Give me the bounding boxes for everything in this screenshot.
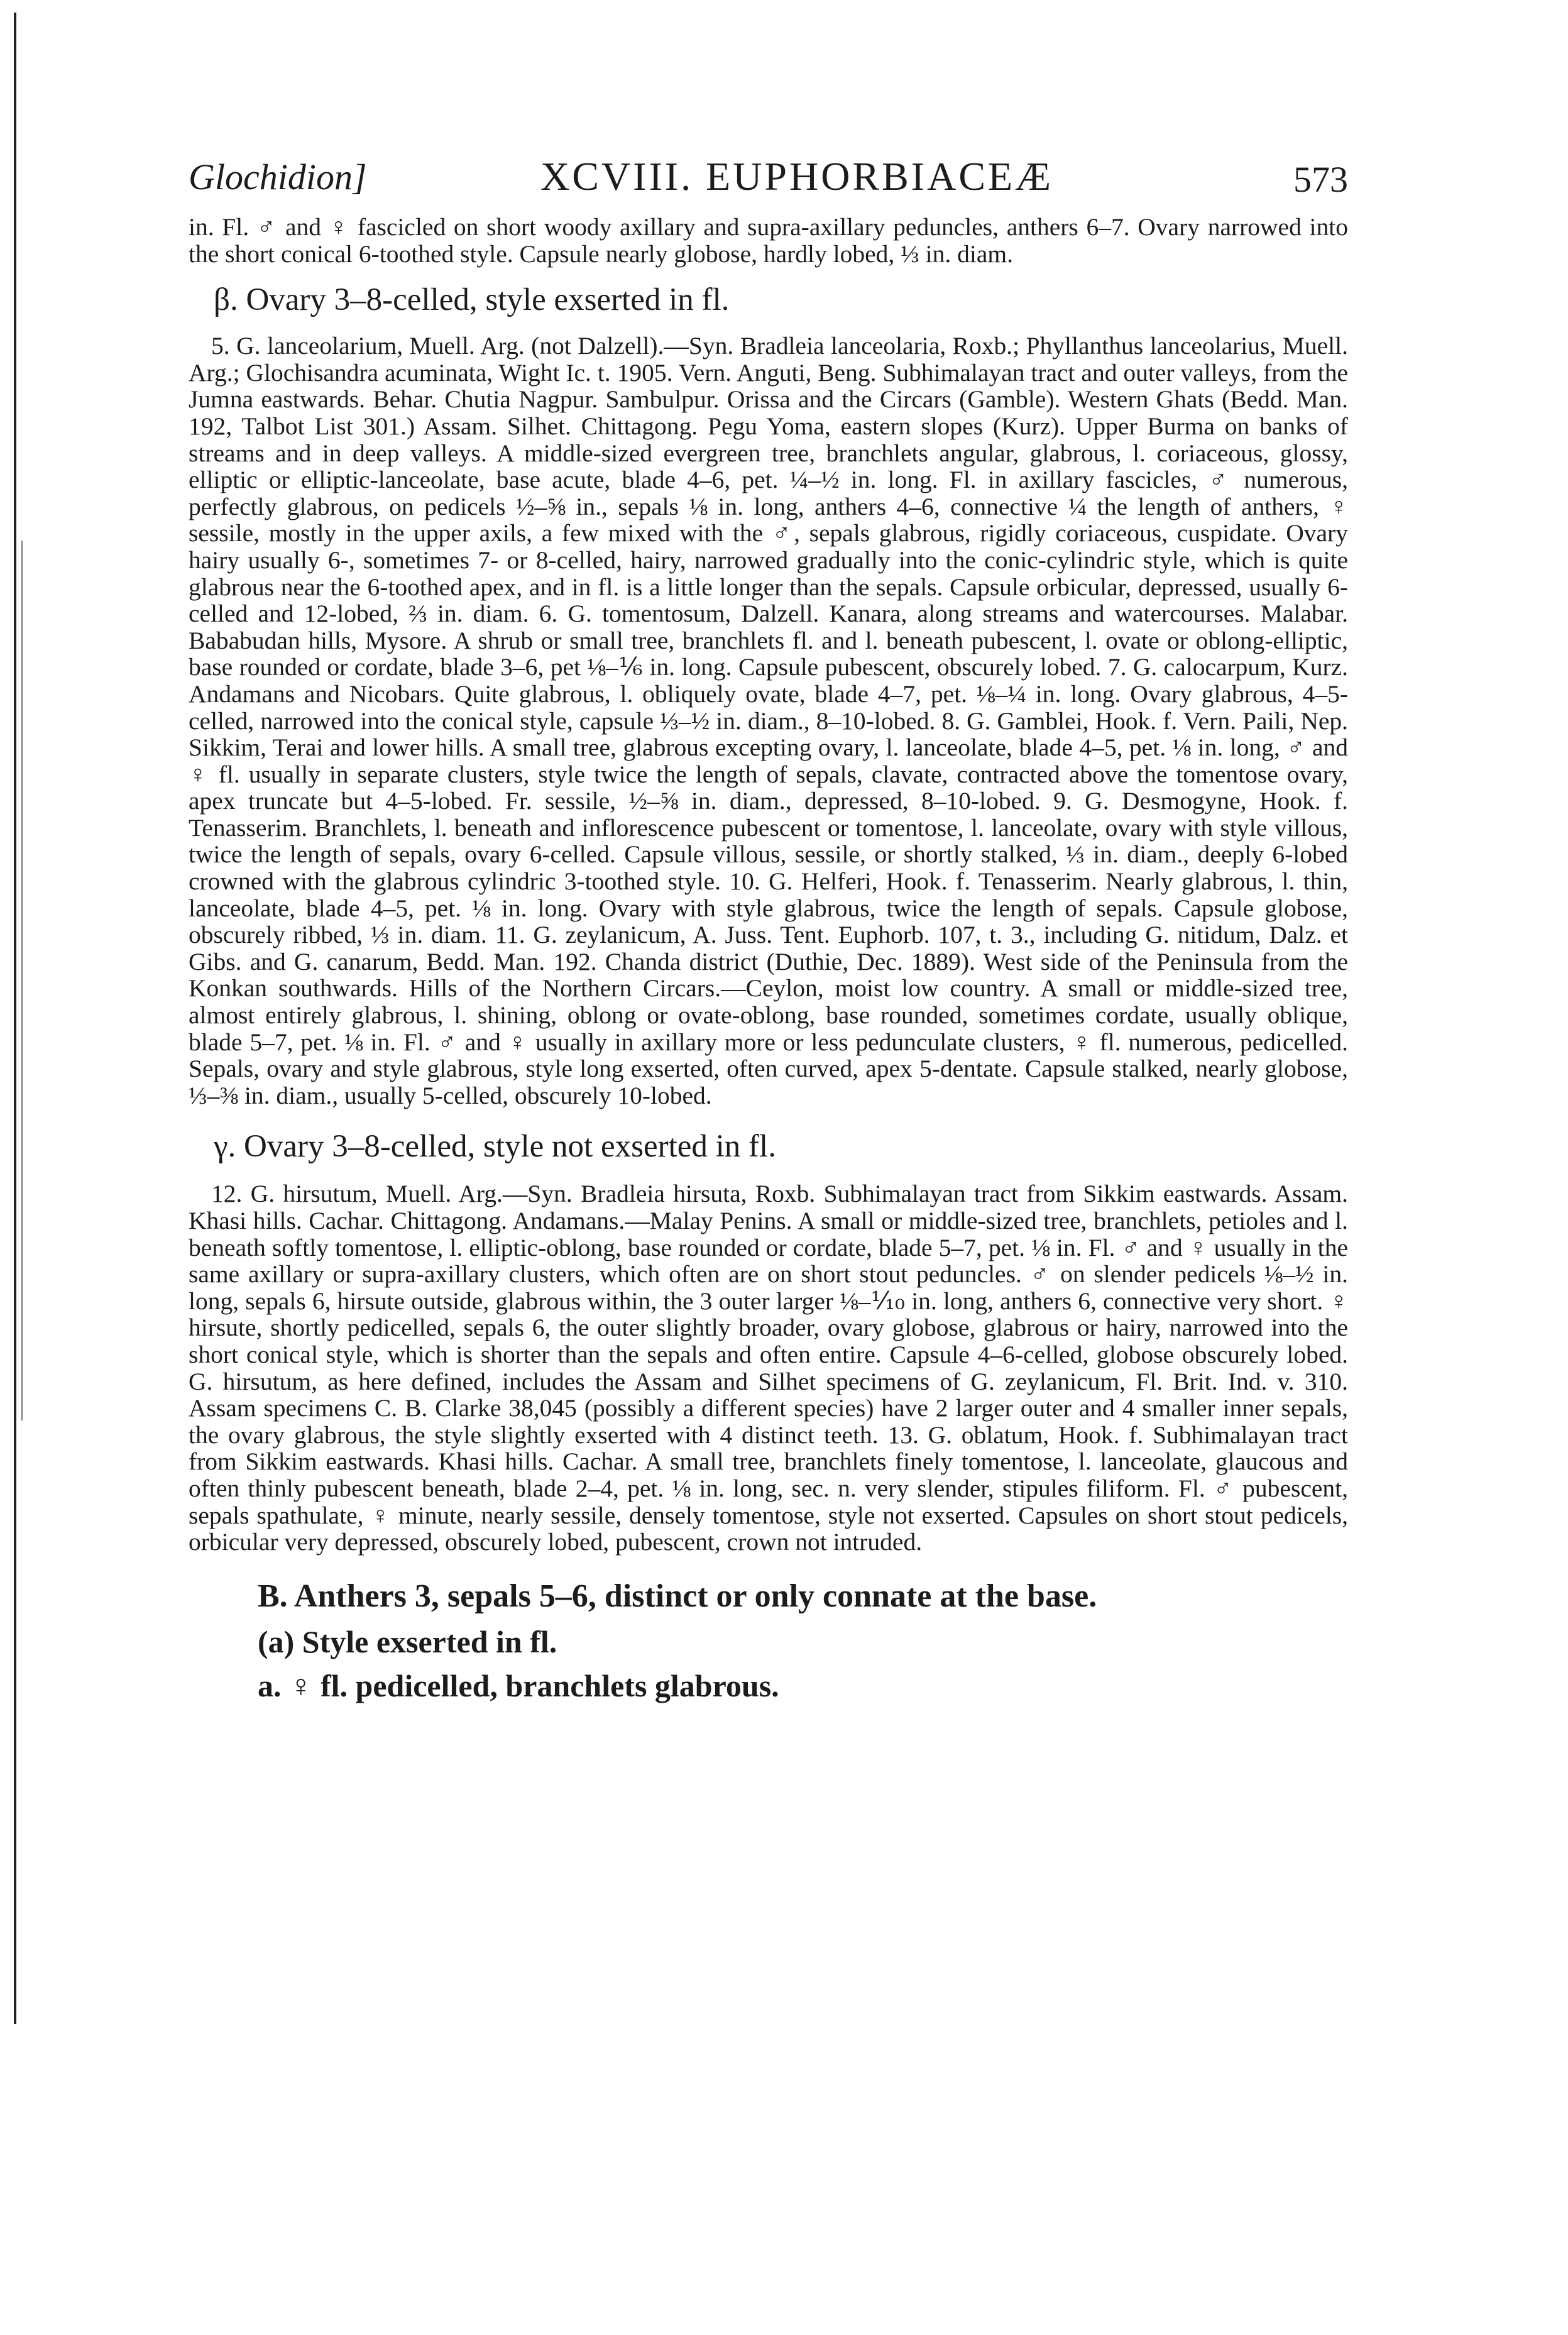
intro-paragraph: in. Fl. ♂ and ♀ fascicled on short woody axillary and supra-axillary peduncles, anthers 6–7. Ovary narrowed into the short conical 6-toothed style. Capsule nearly globose, hardly lobed, ⅓ in. diam. [189, 213, 1348, 268]
section-heading-a-paren: (a) Style exserted in fl. [258, 1624, 557, 1659]
species-12-13-paragraph: 12. G. hirsutum, Muell. Arg.—Syn. Bradleia hirsuta, Roxb. Subhimalayan tract from Sikkim eastwards. Assam. Khasi hills. Cachar. Chittagong. Andamans.—Malay Penins. A small or middle-sized tree, branchlets, petioles and l. beneath softly tomentose, l. elliptic-oblong, base rounded or cordate, blade 5–7, pet. ⅛ in. Fl. ♂ and ♀ usually in the same axillary or supra-axillary clusters, which often are on short stout peduncles. ♂ on slender pedicels ⅛–½ in. long, sepals 6, hirsute outside, glabrous within, the 3 outer larger ⅛–⅒ in. long, anthers 6, connective very short. ♀ hirsute, shortly pedicelled, sepals 6, the outer slightly broader, ovary globose, glabrous or hairy, narrowed into the short conical style, which is shorter than the sepals and often entire. Capsule 4–6-celled, globose obscurely lobed. G. hirsutum, as here defined, includes the Assam and Silhet specimens of G. zeylanicum, Fl. Brit. Ind. v. 310. Assam specimens C. B. Clarke 38,045 (possibly a different species) have 2 larger outer and 4 smaller inner sepals, the ovary glabrous, the style slightly exserted with 4 distinct teeth. 13. G. oblatum, Hook. f. Subhimalayan tract from Sikkim eastwards. Khasi hills. Cachar. A small tree, branchlets finely tomentose, l. lanceolate, glaucous and often thinly pubescent beneath, blade 2–4, pet. ⅛ in. long, sec. n. very slender, stipules filiform. Fl. ♂ pubescent, sepals spathulate, ♀ minute, nearly sessile, densely tomentose, style not exserted. Capsules on short stout pedicels, orbicular very depressed, obscurely lobed, pubescent, crown not intruded. [189, 1180, 1348, 1556]
page-number: 573 [1293, 159, 1348, 200]
section-heading-alpha: a. ♀ fl. pedicelled, branchlets glabrous. [258, 1667, 779, 1703]
page-header [189, 150, 1348, 200]
section-heading-gamma: γ. Ovary 3–8-celled, style not exserted in fl. [214, 1129, 776, 1165]
species-5-to-11-paragraph: 5. G. lanceolarium, Muell. Arg. (not Dalzell).—Syn. Bradleia lanceolaria, Roxb.; Phyllanthus lanceolarius, Muell. Arg.; Glochisandra acuminata, Wight Ic. t. 1905. Vern. Anguti, Beng. Subhimalayan tract and outer valleys, from the Jumna eastwards. Behar. Chutia Nagpur. Sambulpur. Orissa and the Circars (Gamble). Western Ghats (Bedd. Man. 192, Talbot List 301.) Assam. Silhet. Chittagong. Pegu Yoma, eastern slopes (Kurz). Upper Burma on banks of streams and in deep valleys. A middle-sized evergreen tree, branchlets angular, glabrous, l. coriaceous, glossy, elliptic or elliptic-lanceolate, base acute, blade 4–6, pet. ¼–½ in. long. Fl. in axillary fascicles, ♂ numerous, perfectly glabrous, on pedicels ½–⅝ in., sepals ⅛ in. long, anthers 4–6, connective ¼ the length of anthers, ♀ sessile, mostly in the upper axils, a few mixed with the ♂, sepals glabrous, rigidly coriaceous, cuspidate. Ovary hairy usually 6-, sometimes 7- or 8-celled, hairy, narrowed gradually into the conic-cylindric style, which is quite glabrous near the 6-toothed apex, and in fl. is a little longer than the sepals. Capsule orbicular, depressed, usually 6-celled and 12-lobed, ⅔ in. diam. 6. G. tomentosum, Dalzell. Kanara, along streams and watercourses. Malabar. Bababudan hills, Mysore. A shrub or small tree, branchlets fl. and l. beneath pubescent, l. ovate or oblong-elliptic, base rounded or cordate, blade 3–6, pet ⅛–⅙ in. long. Capsule pubescent, obscurely lobed. 7. G. calocarpum, Kurz. Andamans and Nicobars. Quite glabrous, l. obliquely ovate, blade 4–7, pet. ⅛–¼ in. long. Ovary glabrous, 4–5-celled, narrowed into the conical style, capsule ⅓–½ in. diam., 8–10-lobed. 8. G. Gamblei, Hook. f. Vern. Paili, Nep. Sikkim, Terai and lower hills. A small tree, glabrous excepting ovary, l. lanceolate, blade 4–5, pet. ⅛ in. long, ♂ and ♀ fl. usually in separate clusters, style twice the length of sepals, clavate, contracted above the tomentose ovary, apex truncate but 4–5-lobed. Fr. sessile, ½–⅝ in. diam., depressed, 8–10-lobed. 9. G. Desmogyne, Hook. f. Tenasserim. Branchlets, l. beneath and inflorescence pubescent or tomentose, l. lanceolate, ovary with style villous, twice the length of sepals, ovary 6-celled. Capsule villous, sessile, or shortly stalked, ⅓ in. diam., deeply 6-lobed crowned with the glabrous cylindric 3-toothed style. 10. G. Helferi, Hook. f. Tenasserim. Nearly glabrous, l. thin, lanceolate, blade 4–5, pet. ⅛ in. long. Ovary with style glabrous, twice the length of sepals. Capsule globose, obscurely ribbed, ⅓ in. diam. 11. G. zeylanicum, A. Juss. Tent. Euphorb. 107, t. 3., including G. nitidum, Dalz. et Gibs. and G. canarum, Bedd. Man. 192. Chanda district (Duthie, Dec. 1889). West side of the Peninsula from the Konkan southwards. Hills of the Northern Circars.—Ceylon, moist low country. A small or middle-sized tree, almost entirely glabrous, l. shining, oblong or ovate-oblong, base rounded, sometimes cordate, usually oblique, blade 5–7, pet. ⅛ in. Fl. ♂ and ♀ usually in axillary more or less pedunculate clusters, ♀ fl. numerous, pedicelled. Sepals, ovary and style glabrous, style long exserted, often curved, apex 5-dentate. Capsule stalked, nearly globose, ⅓–⅜ in. diam., usually 5-celled, obscurely 10-lobed. [189, 332, 1348, 1109]
running-title: Glochidion] [189, 157, 367, 197]
section-heading-beta: β. Ovary 3–8-celled, style exserted in fl. [214, 282, 730, 318]
section-heading-B: B. Anthers 3, sepals 5–6, distinct or only connate at the base. [258, 1578, 1097, 1614]
page-binding-shadow [21, 541, 23, 1420]
page-content [189, 214, 1348, 1710]
page-binding-edge [14, 13, 16, 2024]
family-title: XCVIII. EUPHORBIACEÆ [540, 154, 1053, 199]
